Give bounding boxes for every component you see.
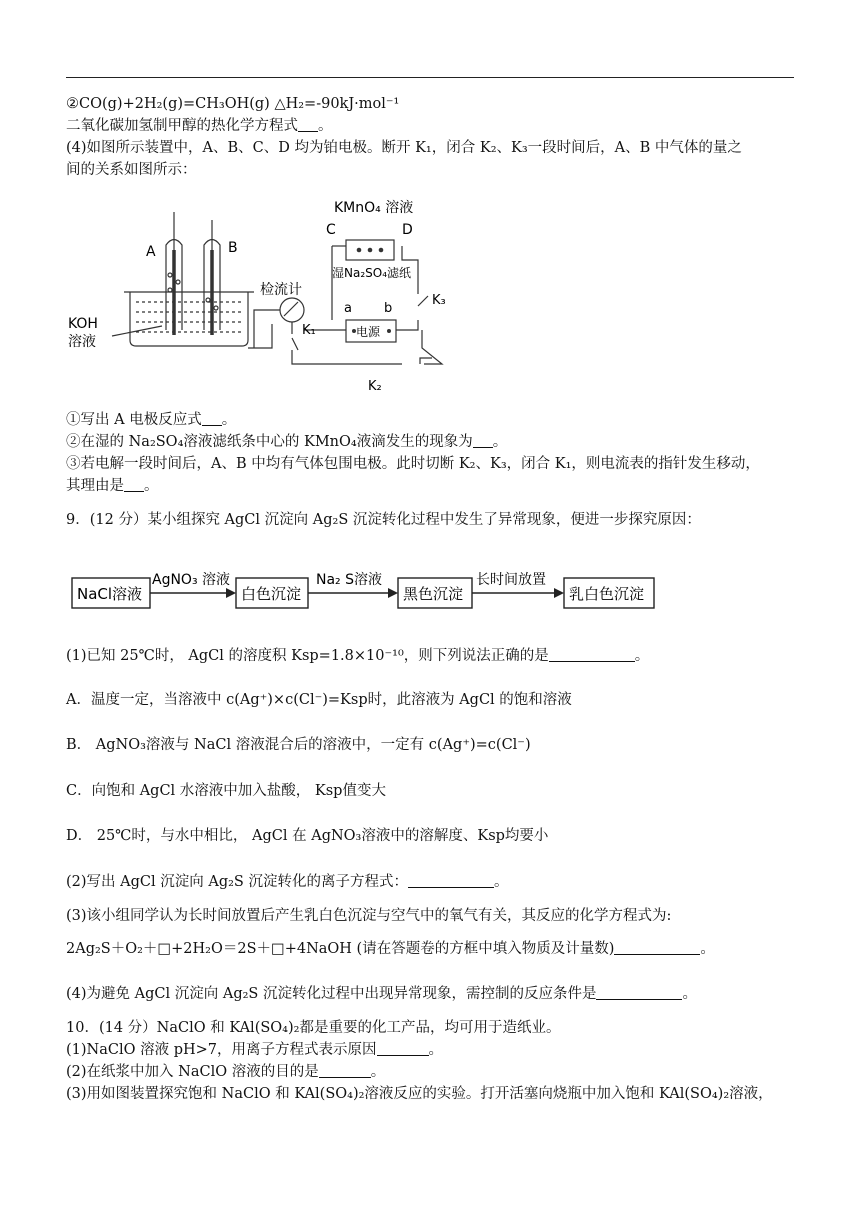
flow-box-label: 白色沉淀	[241, 585, 302, 603]
header-rule	[66, 77, 794, 78]
question-9-1: (1)已知 25℃时， AgCl 的溶度积 Ksp=1.8×10⁻¹⁰，则下列说法正确的是 。	[66, 648, 650, 664]
question-4-2: ②在湿的 Na₂SO₄溶液滤纸条中心的 KMnO₄液滴发生的现象为 。	[66, 434, 508, 450]
flow-arrow-label: AgNO₃ 溶液	[152, 572, 231, 588]
option-a: A．温度一定，当溶液中 c(Ag⁺)×c(Cl⁻)=Ksp时，此溶液为 AgCl 的饱和溶液	[66, 692, 572, 708]
electrode-label-c: C	[326, 222, 336, 238]
option-d: D． 25℃时，与水中相比， AgCl 在 AgNO₃溶液中的溶解度、Ksp均要小	[66, 828, 549, 844]
question-4-stem-cont: 间的关系如图所示：	[66, 162, 197, 178]
flow-arrow-label: 长时间放置	[476, 572, 546, 588]
question-9-2: (2)写出 AgCl 沉淀向 Ag₂S 沉淀转化的离子方程式： 。	[66, 874, 509, 890]
solution-label: 溶液	[68, 334, 96, 350]
question-10-2: (2)在纸浆中加入 NaClO 溶液的目的是 。	[66, 1064, 386, 1080]
electrode-label-b: B	[228, 240, 238, 256]
equation-2: ②CO(g)+2H₂(g)=CH₃OH(g) △H₂=-90kJ·mol⁻¹	[66, 96, 400, 112]
galvanometer-label: 检流计	[260, 282, 302, 298]
koh-label: KOH	[68, 316, 98, 332]
question-10-title: 10．(14 分）NaClO 和 KAl(SO₄)₂都是重要的化工产品，均可用于造纸业。	[66, 1020, 561, 1036]
option-c: C．向饱和 AgCl 水溶液中加入盐酸， Ksp值变大	[66, 783, 386, 799]
terminal-a-label: a	[344, 301, 352, 316]
question-9-3-equation: 2Ag₂S＋O₂＋□+2H₂O＝2S＋□+4NaOH (请在答题卷的方框中填入物质及计量数) 。	[66, 941, 715, 957]
question-9-3: (3)该小组同学认为长时间放置后产生乳白色沉淀与空气中的氧气有关，其反应的化学方程式为:	[66, 908, 672, 924]
question-9-4: (4)为避免 AgCl 沉淀向 Ag₂S 沉淀转化过程中出现异常现象，需控制的反应条件是 。	[66, 986, 697, 1002]
power-supply-label: 电源	[356, 325, 381, 339]
question-3: 二氧化碳加氢制甲醇的热化学方程式 。	[66, 118, 333, 134]
kmno4-label: KMnO₄ 溶液	[334, 200, 414, 216]
flow-box-label: NaCl溶液	[77, 585, 143, 603]
question-4-stem: (4)如图所示装置中，A、B、C、D 均为铂电极。断开 K₁，闭合 K₂、K₃一段时间后，A、B 中气体的量之	[66, 140, 742, 156]
question-4-3: ③若电解一段时间后，A、B 中均有气体包围电极。此时切断 K₂、K₃，闭合 K₁，则电流表的指针发生移动，	[66, 456, 760, 472]
flow-arrow-label: Na₂ S溶液	[316, 572, 383, 588]
question-9-title: 9．(12 分）某小组探究 AgCl 沉淀向 Ag₂S 沉淀转化过程中发生了异常现象，便进一步探究原因：	[66, 512, 701, 528]
electrode-label-d: D	[402, 222, 413, 238]
switch-k3-label: K₃	[432, 293, 446, 308]
precipitate-flow-diagram	[66, 566, 666, 610]
electrolysis-apparatus-figure	[62, 190, 462, 400]
terminal-b-label: b	[384, 301, 393, 316]
flow-box-label: 乳白色沉淀	[569, 585, 645, 603]
question-10-3: (3)用如图装置探究饱和 NaClO 和 KAl(SO₄)₂溶液反应的实验。打开活塞向烧瓶中加入饱和 KAl(SO₄)₂溶液，	[66, 1086, 773, 1102]
switch-k1-label: K₁	[302, 323, 316, 338]
flow-box-label: 黑色沉淀	[403, 585, 464, 603]
answer-blank	[298, 117, 318, 132]
switch-k2-label: K₂	[368, 379, 382, 394]
filter-paper-label: 湿Na₂SO₄滤纸	[332, 266, 412, 280]
question-4-3-cont: 其理由是 。	[66, 478, 159, 494]
question-4-1: ①写出 A 电极反应式 。	[66, 412, 237, 428]
option-b: B． AgNO₃溶液与 NaCl 溶液混合后的溶液中，一定有 c(Ag⁺)=c(Cl⁻)	[66, 737, 531, 753]
electrode-label-a: A	[146, 244, 156, 260]
question-10-1: (1)NaClO 溶液 pH>7，用离子方程式表示原因 。	[66, 1042, 444, 1058]
